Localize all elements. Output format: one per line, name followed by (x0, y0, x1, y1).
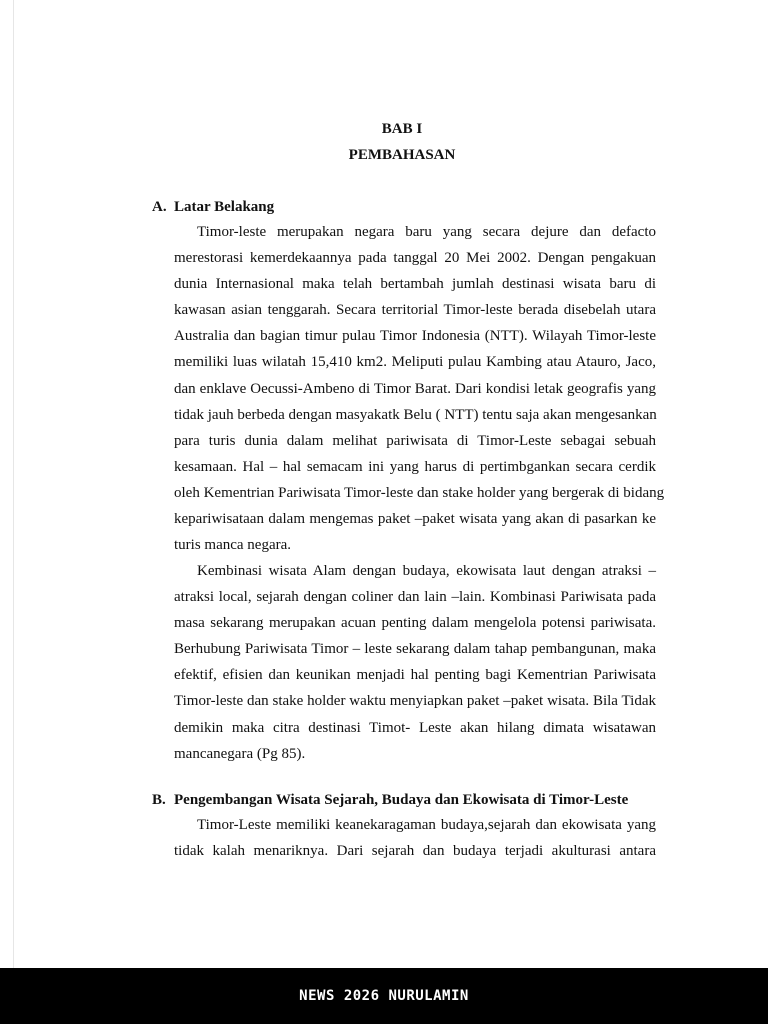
paragraph-line: tidak jauh berbeda dengan masyakatk Belu ( NTT) tentu saja akan mengesankan (174, 406, 657, 423)
section-a-heading (152, 194, 672, 220)
paragraph-line: efektif, efisien dan keunikan menjadi hal penting bagi Kementrian Pariwisata (174, 667, 656, 684)
paragraph-line: Timor-leste merupakan negara baru yang secara dejure dan defacto (197, 224, 656, 240)
paragraph-line: atraksi local, sejarah dengan coliner dan lain –lain. Kombinasi Pariwisata pada (174, 589, 656, 606)
paragraph-line: Timor-leste dan stake holder waktu menyiapkan paket –paket wisata. Bila Tidak (174, 693, 656, 710)
watermark-text: NEWS 2026 NURULAMIN (299, 988, 469, 1004)
chapter-title: PEMBAHASAN (348, 147, 456, 163)
section-a-paragraph-2 (174, 558, 656, 767)
paragraph-line: Australia dan bagian timur pulau Timor Indonesia (NTT). Wilayah Timor-leste (174, 328, 656, 345)
paragraph-line: dan enklave Oecussi-Ambeno di Timor Barat. Dari kondisi letak geografis yang (174, 380, 656, 397)
paragraph-line: Kembinasi wisata Alam dengan budaya, ekowisata laut dengan atraksi – (197, 563, 656, 579)
paragraph-line: merestorasi kemerdekaannya pada tanggal 20 Mei 2002. Dengan pengakuan (174, 250, 656, 267)
paragraph-line: memiliki luas wilatah 15,410 km2. Meliputi pulau Kambing atau Atauro, Jaco, (174, 354, 656, 371)
paragraph-line: oleh Kementrian Pariwisata Timor-leste dan stake holder yang bergerak di bidang (174, 484, 665, 501)
chapter-label: BAB I (381, 121, 423, 137)
watermark-footer-bar (0, 968, 768, 1024)
paragraph-line: masa sekarang merupakan acuan penting dalam mengelola potensi pariwisata. (174, 615, 656, 632)
paragraph-line: kepariwisataan dalam mengemas paket –paket wisata yang akan di pasarkan ke (174, 511, 656, 528)
paragraph-line: kesamaan. Hal – hal semacam ini yang harus di pertimbgankan secara cerdik (174, 458, 656, 475)
paragraph-line: Timor-Leste memiliki keanekaragaman budaya,sejarah dan ekowisata yang (197, 817, 656, 833)
section-a-paragraph-1 (174, 219, 665, 558)
section-a-title: Latar Belakang (174, 199, 275, 215)
section-b-title: Pengembangan Wisata Sejarah, Budaya dan Ekowisata di Timor-Leste (174, 792, 629, 808)
section-b-paragraph-1 (174, 812, 656, 864)
paragraph-line: turis manca negara. (174, 537, 292, 554)
section-a-letter: A. (152, 199, 167, 215)
paragraph-line: kawasan asian tenggarah. Secara territorial Timor-leste berada disebelah utara (174, 302, 656, 319)
section-b-heading (152, 787, 672, 813)
paragraph-line: mancanegara (Pg 85). (174, 745, 306, 762)
paragraph-line: dunia Internasional maka telah bertambah jumlah destinasi wisata baru di (174, 276, 656, 293)
section-b-letter: B. (152, 792, 166, 808)
paragraph-line: tidak kalah menariknya. Dari sejarah dan budaya terjadi akulturasi antara (174, 843, 656, 860)
paragraph-line: para turis dunia dalam melihat pariwisata di Timor-Leste sebagai sebuah (174, 432, 656, 449)
paragraph-line: demikin maka citra destinasi Timot- Leste akan hilang dimata wisatawan (174, 719, 656, 736)
paragraph-line: Berhubung Pariwisata Timor – leste sekarang dalam tahap pembangunan, maka (174, 641, 656, 658)
